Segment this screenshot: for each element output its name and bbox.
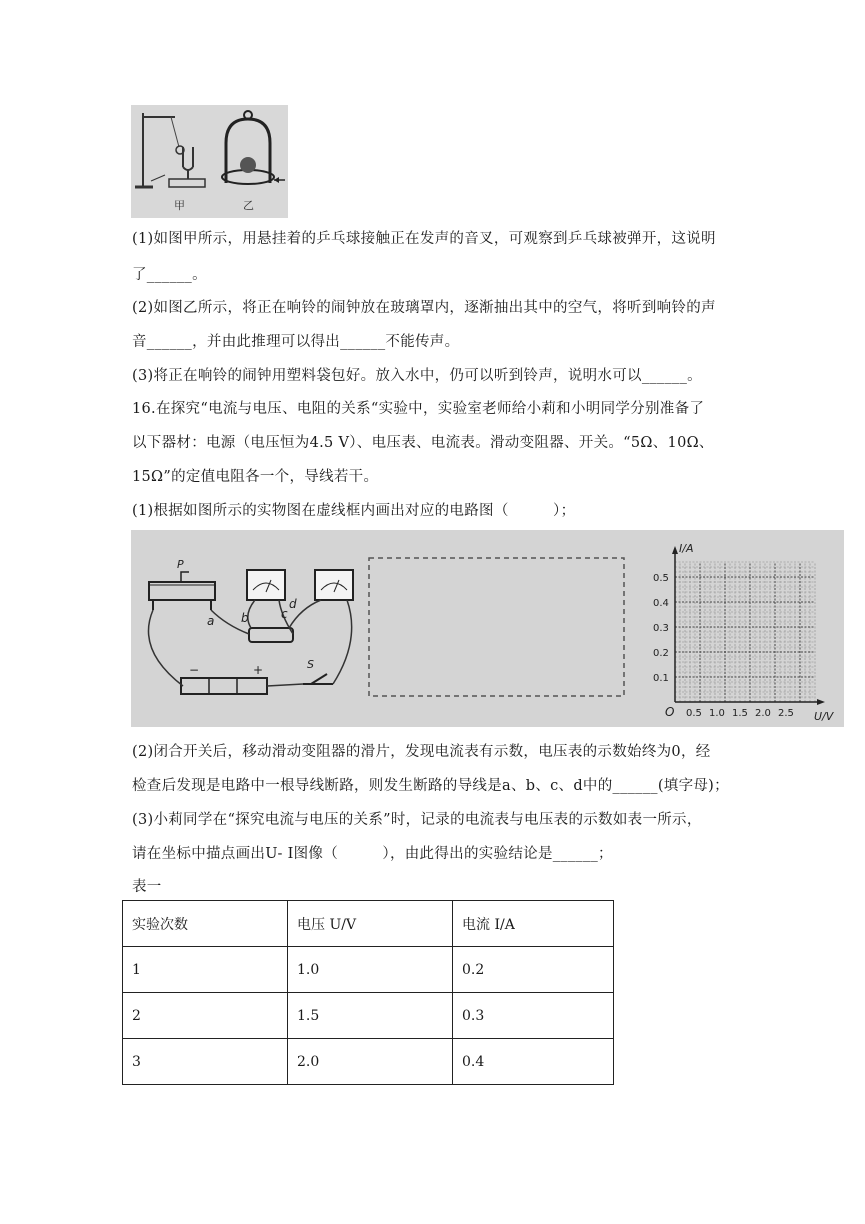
- wire-label-d: d: [289, 597, 297, 611]
- wire-label-b: b: [241, 611, 249, 625]
- x-axis-label: U/V: [814, 710, 834, 723]
- figure-top-drawing: [131, 105, 288, 218]
- table-header-row: [123, 901, 614, 947]
- y-tick-0.3: 0.3: [653, 623, 669, 634]
- table-header-cell: 实验次数: [123, 901, 288, 947]
- ammeter-icon: [247, 570, 285, 600]
- fixed-resistor-icon: [249, 628, 293, 642]
- figure-tuning-fork-bell-jar: [131, 105, 288, 218]
- y-tick-0.1: 0.1: [653, 673, 669, 684]
- battery-minus-label: −: [189, 663, 200, 677]
- table-cell: 0.2: [453, 947, 614, 993]
- x-tick-1.0: 1.0: [709, 708, 725, 719]
- label-yi: 乙: [243, 199, 254, 212]
- battery-icon: [181, 678, 267, 694]
- table-row: [123, 993, 614, 1039]
- figure-wide-drawing: [131, 530, 844, 727]
- table-row: [123, 1039, 614, 1085]
- y-tick-0.2: 0.2: [653, 648, 669, 659]
- wire-label-s: S: [307, 658, 314, 671]
- bell-jar-icon: [226, 119, 270, 183]
- table-caption: 表一: [132, 879, 162, 895]
- origin-label: O: [665, 705, 675, 719]
- question-15-part-1-line-2: 了______。: [132, 267, 207, 283]
- question-16-part-2-line-2: 检查后发现是电路中一根导线断路，则发生断路的导线是a、b、c、d中的______(填字母)；: [132, 778, 729, 794]
- wire-label-c: c: [281, 607, 288, 621]
- table-cell: 3: [123, 1039, 288, 1085]
- table-row: [123, 947, 614, 993]
- question-16-line-2: 以下器材：电源（电压恒为4.5 V）、电压表、电流表。滑动变阻器、开关。“5Ω、10Ω、: [132, 435, 714, 451]
- table-header-cell: 电压 U/V: [288, 901, 453, 947]
- question-16-part-2-line-1: (2)闭合开关后，移动滑动变阻器的滑片，发现电流表有示数，电压表的示数始终为0，经: [132, 744, 711, 760]
- question-16-part-3-line-1: (3)小莉同学在“探究电流与电压的关系”时，记录的电流表与电压表的示数如表一所示，: [132, 812, 702, 828]
- table-cell: 0.3: [453, 993, 614, 1039]
- switch-icon: [311, 674, 327, 684]
- question-15-part-1-line-1: (1)如图甲所示，用悬挂着的乒乓球接触正在发声的音叉，可观察到乒乓球被弹开，这说明: [132, 231, 716, 247]
- table-cell: 1.5: [288, 993, 453, 1039]
- table-cell: 2.0: [288, 1039, 453, 1085]
- x-tick-1.5: 1.5: [732, 708, 748, 719]
- question-16-line-1: 16.在探究“电流与电压、电阻的关系“实验中，实验室老师给小莉和小明同学分别准备了: [132, 401, 705, 417]
- question-16-part-1: (1)根据如图所示的实物图在虚线框内画出对应的电路图（ ）；: [132, 503, 576, 519]
- question-16-line-3: 15Ω”的定值电阻各一个，导线若干。: [132, 469, 379, 485]
- question-15-part-2-line-2: 音______，并由此推理可以得出______不能传声。: [132, 334, 460, 350]
- wire-label-p: P: [177, 558, 184, 571]
- x-tick-2.0: 2.0: [755, 708, 771, 719]
- circuit-diagram-answer-box: [369, 558, 624, 696]
- x-tick-2.5: 2.5: [778, 708, 794, 719]
- battery-plus-label: +: [253, 663, 264, 677]
- label-jia: 甲: [174, 199, 185, 212]
- table-cell: 0.4: [453, 1039, 614, 1085]
- question-15-part-3: (3)将正在响铃的闹钟用塑料袋包好。放入水中，仍可以听到铃声，说明水可以______。: [132, 368, 702, 384]
- y-axis-label: I/A: [679, 542, 694, 555]
- question-16-part-3-line-2: 请在坐标中描点画出U- I图像（ ），由此得出的实验结论是______；: [132, 846, 613, 862]
- wire-label-a: a: [207, 614, 215, 628]
- ui-graph-grid: [653, 542, 835, 723]
- alarm-clock-icon: [240, 157, 256, 173]
- table-cell: 2: [123, 993, 288, 1039]
- tuning-fork-icon: [183, 147, 193, 179]
- table-cell: 1.0: [288, 947, 453, 993]
- x-tick-0.5: 0.5: [686, 708, 702, 719]
- figure-circuit-and-grid: [131, 530, 844, 727]
- voltmeter-icon: [315, 570, 353, 600]
- question-15-part-2-line-1: (2)如图乙所示，将正在响铃的闹钟放在玻璃罩内，逐渐抽出其中的空气，将听到响铃的声: [132, 300, 716, 316]
- data-table: [122, 900, 614, 1085]
- table-header-cell: 电流 I/A: [453, 901, 614, 947]
- y-tick-0.5: 0.5: [653, 573, 669, 584]
- y-tick-0.4: 0.4: [653, 598, 669, 609]
- table-cell: 1: [123, 947, 288, 993]
